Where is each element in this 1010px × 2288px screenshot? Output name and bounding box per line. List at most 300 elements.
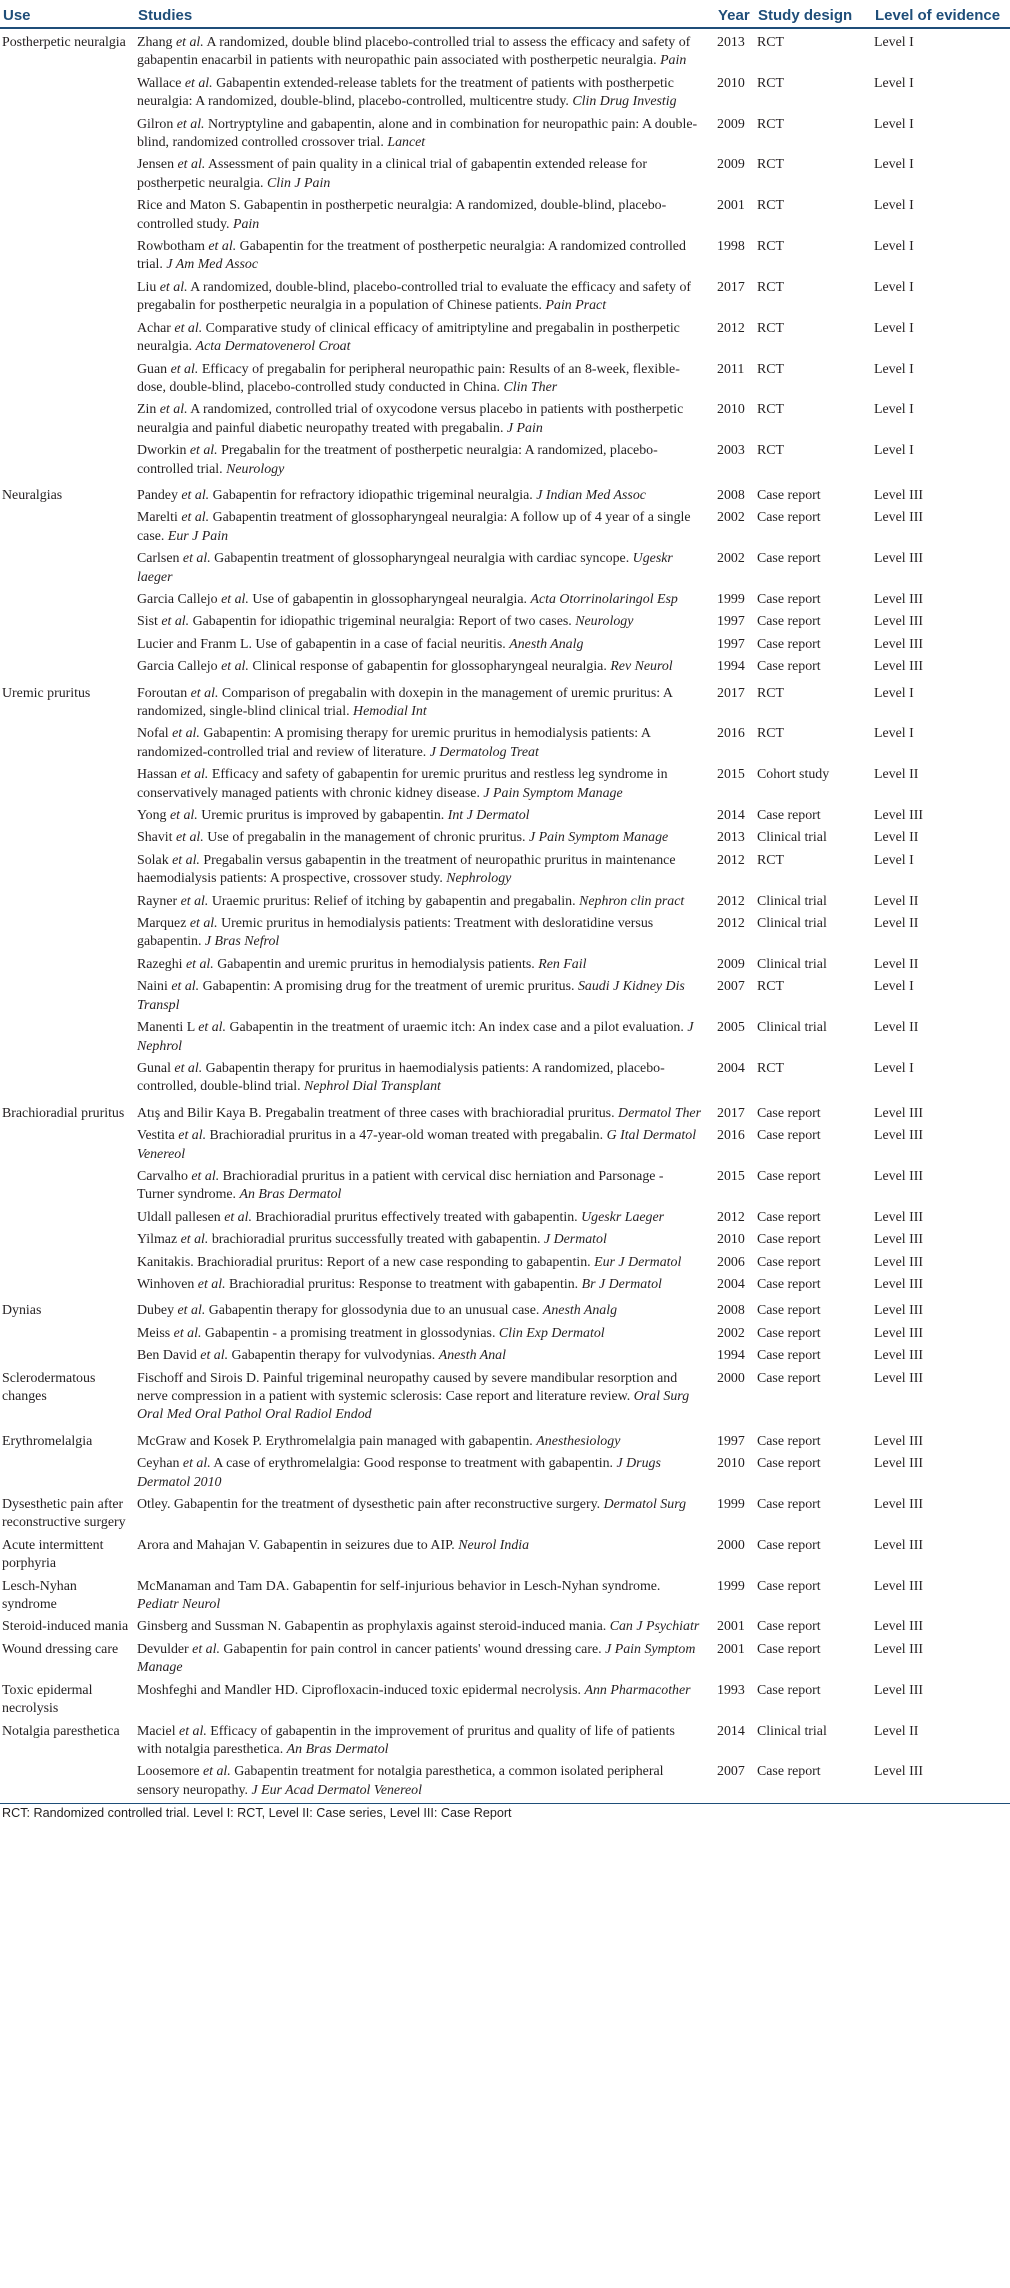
year-cell: 2010	[717, 1456, 745, 1472]
use-cell	[0, 1018, 135, 1059]
journal-name: Anesth Analg	[542, 1303, 618, 1319]
study-cell: Marquez et al. Uremic pruritus in hemodialysis patients: Treatment with desloratidine versus gabapentin. J Bras Nefrol	[137, 916, 654, 950]
table-row	[0, 28, 1010, 74]
study-design-cell: RCT	[757, 279, 785, 295]
use-cell	[0, 441, 135, 482]
journal-name: Nephron clin pract	[579, 893, 685, 909]
year-cell: 2008	[717, 1303, 745, 1319]
table-row	[0, 1126, 1010, 1167]
study-cell: Marelti et al. Gabapentin treatment of glossopharyngeal neuralgia: A follow up of 4 year of a single case. Eur J Pain	[137, 510, 691, 544]
level-of-evidence-cell: Level III	[874, 1497, 923, 1513]
journal-name: Dermatol Ther	[618, 1105, 701, 1121]
table-row	[0, 278, 1010, 319]
journal-name: Clin Ther	[503, 379, 558, 395]
table-row	[0, 549, 1010, 590]
study-cell: McGraw and Kosek P. Erythromelalgia pain managed with gabapentin. Anesthesiology	[137, 1433, 621, 1449]
table-row	[0, 1722, 1010, 1763]
year-cell: 2005	[717, 1020, 745, 1036]
level-of-evidence-cell: Level I	[874, 116, 914, 132]
table-row	[0, 1617, 1010, 1639]
journal-name: Acta Otorrinolaringol Esp	[530, 591, 678, 607]
study-design-cell: Case report	[757, 551, 821, 567]
level-of-evidence-cell: Level III	[874, 487, 923, 503]
table-row	[0, 1495, 1010, 1536]
year-cell: 2009	[717, 157, 745, 173]
study-design-cell: Case report	[757, 659, 821, 675]
use-cell	[0, 1454, 135, 1495]
study-cell: Kanitakis. Brachioradial pruritus: Report of a new case responding to gabapentin. Eur J Dermatol	[137, 1254, 682, 1270]
year-cell: 2010	[717, 75, 745, 91]
study-cell: Meiss et al. Gabapentin - a promising treatment in glossodynias. Clin Exp Dermatol	[137, 1325, 605, 1341]
journal-name: Ann Pharmacother	[584, 1682, 691, 1698]
use-cell	[0, 590, 135, 612]
study-cell: Yong et al. Uremic pruritus is improved by gabapentin. Int J Dermatol	[137, 808, 530, 824]
table-header	[0, 0, 1010, 28]
study-cell: Dworkin et al. Pregabalin for the treatment of postherpetic neuralgia: A randomized, placebo-controlled trial. Neurology	[137, 443, 658, 477]
table-row	[0, 441, 1010, 482]
study-cell: Ginsberg and Sussman N. Gabapentin as prophylaxis against steroid-induced mania. Can J Psychiatr	[137, 1619, 700, 1635]
year-cell: 2003	[717, 443, 745, 459]
level-of-evidence-cell: Level III	[874, 614, 923, 630]
level-of-evidence-cell: Level II	[874, 916, 919, 932]
journal-name: J Am Med Assoc	[166, 257, 259, 273]
use-cell	[0, 1230, 135, 1252]
year-cell: 2000	[717, 1537, 745, 1553]
year-cell: 1999	[717, 1497, 745, 1513]
study-cell: Manenti L et al. Gabapentin in the treatment of uraemic itch: An index case and a pilot evaluation. J Nephrol	[137, 1020, 694, 1054]
table-row	[0, 612, 1010, 634]
use-cell	[0, 828, 135, 850]
study-design-cell: Case report	[757, 487, 821, 503]
study-cell: Garcia Callejo et al. Clinical response of gabapentin for glossopharyngeal neuralgia. Rev Neurol	[137, 659, 673, 675]
journal-name: J Pain Symptom Manage	[528, 830, 669, 846]
journal-name: Clin Exp Dermatol	[498, 1325, 605, 1341]
study-cell: Otley. Gabapentin for the treatment of dysesthetic pain after reconstructive surgery. Dermatol Surg	[137, 1497, 687, 1513]
year-cell: 2008	[717, 487, 745, 503]
journal-name: Rev Neurol	[610, 659, 673, 675]
year-cell: 2002	[717, 1325, 745, 1341]
table-row	[0, 1100, 1010, 1126]
study-cell: Atış and Bilir Kaya B. Pregabalin treatment of three cases with brachioradial pruritus. Dermatol Ther	[137, 1105, 701, 1121]
use-cell	[0, 851, 135, 892]
study-design-cell: Clinical trial	[757, 830, 827, 846]
table-row	[0, 319, 1010, 360]
study-cell: Yilmaz et al. brachioradial pruritus successfully treated with gabapentin. J Dermatol	[137, 1232, 607, 1248]
journal-name: Clin Drug Investig	[572, 94, 677, 110]
table-row	[0, 977, 1010, 1018]
year-cell: 2001	[717, 1641, 745, 1657]
table-row	[0, 1275, 1010, 1297]
table-row	[0, 1454, 1010, 1495]
level-of-evidence-cell: Level I	[874, 726, 914, 742]
header-row	[0, 0, 1010, 28]
table-row	[0, 657, 1010, 679]
journal-name: An Bras Dermatol	[286, 1741, 389, 1757]
journal-name: J Drugs Dermatol 2010	[137, 1456, 661, 1490]
year-cell: 1994	[717, 659, 745, 675]
study-design-cell: RCT	[757, 35, 785, 50]
use-cell	[0, 1346, 135, 1368]
journal-name: Neurology	[226, 461, 285, 477]
study-design-cell: RCT	[757, 320, 785, 336]
table-row	[0, 1681, 1010, 1722]
journal-name: G Ital Dermatol Venereol	[137, 1128, 697, 1162]
level-of-evidence-cell: Level III	[874, 1433, 923, 1449]
study-cell: Naini et al. Gabapentin: A promising drug for the treatment of uremic pruritus. Saudi J Kidney Dis Transpl	[137, 979, 685, 1013]
use-cell	[0, 612, 135, 634]
level-of-evidence-cell: Level III	[874, 1456, 923, 1472]
journal-name: Anesth Anal	[438, 1348, 506, 1364]
table-row	[0, 892, 1010, 914]
study-cell: Moshfeghi and Mandler HD. Ciprofloxacin-induced toxic epidermal necrolysis. Ann Pharmacother	[137, 1682, 691, 1698]
table-row	[0, 1428, 1010, 1454]
use-cell	[0, 360, 135, 401]
table-row	[0, 115, 1010, 156]
study-design-cell: Case report	[757, 1128, 821, 1144]
journal-name: Lancet	[387, 135, 426, 151]
year-cell: 2002	[717, 551, 745, 567]
study-cell: Pandey et al. Gabapentin for refractory idiopathic trigeminal neuralgia. J Indian Med Assoc	[137, 487, 646, 503]
use-cell	[0, 155, 135, 196]
study-cell: Rice and Maton S. Gabapentin in postherpetic neuralgia: A randomized, double-blind, placebo-controlled study. Pain	[137, 198, 667, 232]
table-row	[0, 1536, 1010, 1577]
study-design-cell: Clinical trial	[757, 916, 827, 932]
level-of-evidence-cell: Level III	[874, 510, 923, 526]
use-cell: Postherpetic neuralgia	[2, 35, 126, 50]
level-of-evidence-cell: Level I	[874, 198, 914, 214]
year-cell: 2012	[717, 893, 745, 909]
journal-name: Eur J Dermatol	[594, 1254, 682, 1270]
use-cell	[0, 196, 135, 237]
use-cell: Dysesthetic pain after reconstructive surgery	[2, 1497, 126, 1531]
year-cell: 1994	[717, 1348, 745, 1364]
study-cell: Loosemore et al. Gabapentin treatment for notalgia paresthetica, a common isolated peripheral sensory neuropathy. J Eur Acad Dermatol Venereol	[137, 1764, 664, 1798]
use-cell	[0, 319, 135, 360]
table-row	[0, 1577, 1010, 1618]
journal-name: J Nephrol	[137, 1020, 694, 1054]
use-cell: Sclerodermatous changes	[2, 1370, 96, 1404]
study-design-cell: Case report	[757, 1497, 821, 1513]
level-of-evidence-cell: Level I	[874, 979, 914, 995]
use-cell: Erythromelalgia	[2, 1433, 93, 1449]
level-of-evidence-cell: Level III	[874, 1537, 923, 1553]
use-cell	[0, 1208, 135, 1230]
journal-name: Neurol India	[458, 1537, 530, 1553]
study-cell: Vestita et al. Brachioradial pruritus in a 47-year-old woman treated with pregabalin. G Ital Dermatol Venereol	[137, 1128, 697, 1162]
year-cell: 2012	[717, 916, 745, 932]
year-cell: 1993	[717, 1682, 745, 1698]
header-study-design: Study design	[755, 0, 872, 28]
level-of-evidence-cell: Level III	[874, 1348, 923, 1364]
level-of-evidence-cell: Level III	[874, 659, 923, 675]
table-row	[0, 680, 1010, 725]
study-design-cell: RCT	[757, 852, 785, 868]
journal-name: Clin J Pain	[267, 175, 331, 191]
year-cell: 2016	[717, 726, 745, 742]
journal-name: Pain Pract	[545, 298, 607, 314]
year-cell: 2000	[717, 1370, 745, 1386]
table-row	[0, 1230, 1010, 1252]
header-use: Use	[0, 0, 135, 28]
use-cell	[0, 400, 135, 441]
study-cell: Zin et al. A randomized, controlled trial of oxycodone versus placebo in patients with postherpetic neuralgia and painful diabetic neuropathy treated with pregabalin. J Pain	[137, 402, 684, 436]
study-design-cell: Case report	[757, 1682, 821, 1698]
study-design-cell: Clinical trial	[757, 956, 827, 972]
study-design-cell: Case report	[757, 614, 821, 630]
level-of-evidence-cell: Level III	[874, 1641, 923, 1657]
year-cell: 2010	[717, 402, 745, 418]
study-design-cell: RCT	[757, 75, 785, 91]
journal-name: Can J Psychiatr	[609, 1619, 700, 1635]
year-cell: 1997	[717, 1433, 745, 1449]
journal-name: Pain	[660, 53, 687, 69]
journal-name: J Pain Symptom Manage	[137, 1641, 696, 1676]
study-cell: Fischoff and Sirois D. Painful trigeminal neuropathy caused by severe mandibular resorption and nerve compression in a patient with systemic sclerosis: Case report and literature review. Oral Surg Oral Med Oral Pathol Oral Radiol Endod	[137, 1370, 690, 1423]
journal-name: An Bras Dermatol	[239, 1187, 342, 1203]
year-cell: 2012	[717, 852, 745, 868]
year-cell: 2016	[717, 1128, 745, 1144]
study-cell: Wallace et al. Gabapentin extended-release tablets for the treatment of patients with postherpetic neuralgia: A randomized, double-blind, placebo-controlled, multicentre study. Clin Drug Investig	[137, 75, 677, 110]
use-cell: Dynias	[2, 1303, 42, 1319]
study-cell: Achar et al. Comparative study of clinical efficacy of amitriptyline and pregabalin in postherpetic neuralgia. Acta Dermatovenerol Croat	[137, 320, 680, 355]
journal-name: J Bras Nefrol	[204, 934, 280, 950]
study-design-cell: Case report	[757, 1348, 821, 1364]
study-design-cell: RCT	[757, 116, 785, 132]
year-cell: 2004	[717, 1060, 745, 1076]
study-cell: Jensen et al. Assessment of pain quality in a clinical trial of gabapentin extended release for postherpetic neuralgia. Clin J Pain	[137, 157, 647, 191]
use-cell	[0, 1762, 135, 1803]
table-row	[0, 851, 1010, 892]
study-design-cell: Case report	[757, 1232, 821, 1248]
table-row	[0, 74, 1010, 115]
journal-name: Neurology	[575, 614, 634, 630]
use-cell: Steroid-induced mania	[2, 1619, 129, 1635]
study-cell: Solak et al. Pregabalin versus gabapentin in the treatment of neuropathic pruritus in maintenance haemodialysis patients: A prospective, crossover study. Nephrology	[137, 852, 676, 887]
level-of-evidence-cell: Level III	[874, 1619, 923, 1635]
study-cell: McManaman and Tam DA. Gabapentin for self-injurious behavior in Lesch-Nyhan syndrome. Pediatr Neurol	[137, 1578, 661, 1613]
study-cell: Sist et al. Gabapentin for idiopathic trigeminal neuralgia: Report of two cases. Neurology	[137, 614, 634, 630]
study-design-cell: Case report	[757, 1619, 821, 1635]
level-of-evidence-cell: Level III	[874, 1232, 923, 1248]
study-design-cell: RCT	[757, 402, 785, 418]
journal-name: Acta Dermatovenerol Croat	[195, 339, 351, 355]
table-body	[0, 28, 1010, 1803]
table-row	[0, 1018, 1010, 1059]
level-of-evidence-cell: Level I	[874, 320, 914, 336]
study-cell: Lucier and Franm L. Use of gabapentin in a case of facial neuritis. Anesth Analg	[137, 636, 584, 652]
level-of-evidence-cell: Level I	[874, 361, 914, 377]
use-cell	[0, 806, 135, 828]
level-of-evidence-cell: Level III	[874, 1128, 923, 1144]
table-row	[0, 1762, 1010, 1803]
table-row	[0, 765, 1010, 806]
level-of-evidence-cell: Level III	[874, 1105, 923, 1121]
header-year: Year	[715, 0, 755, 28]
year-cell: 2017	[717, 279, 745, 295]
study-design-cell: Clinical trial	[757, 893, 827, 909]
study-design-cell: Case report	[757, 1456, 821, 1472]
use-cell	[0, 977, 135, 1018]
use-cell	[0, 74, 135, 115]
table-footnote: RCT: Randomized controlled trial. Level I: RCT, Level II: Case series, Level III: Case Report	[0, 1803, 1010, 1820]
table-row	[0, 806, 1010, 828]
level-of-evidence-cell: Level III	[874, 1276, 923, 1292]
study-design-cell: Case report	[757, 1370, 821, 1386]
use-cell: Toxic epidermal necrolysis	[2, 1682, 93, 1717]
study-cell: Winhoven et al. Brachioradial pruritus: Response to treatment with gabapentin. Br J Dermatol	[137, 1276, 662, 1292]
study-design-cell: Case report	[757, 1578, 821, 1594]
journal-name: Ugeskr laeger	[137, 551, 673, 585]
use-cell: Neuralgias	[2, 487, 63, 503]
journal-name: Ugeskr Laeger	[581, 1209, 665, 1225]
study-design-cell: Clinical trial	[757, 1723, 827, 1739]
study-design-cell: RCT	[757, 443, 785, 459]
journal-name: Nephrol Dial Transplant	[304, 1079, 441, 1095]
study-design-cell: RCT	[757, 198, 785, 214]
study-cell: Ceyhan et al. A case of erythromelalgia: Good response to treatment with gabapentin. J Drugs Dermatol 2010	[137, 1456, 661, 1490]
use-cell	[0, 635, 135, 657]
use-cell	[0, 1324, 135, 1346]
journal-name: J Dermatolog Treat	[429, 744, 539, 760]
journal-name: Nephrology	[446, 871, 512, 887]
use-cell	[0, 765, 135, 806]
study-design-cell: RCT	[757, 685, 785, 701]
header-studies: Studies	[135, 0, 715, 28]
study-design-cell: Case report	[757, 510, 821, 526]
year-cell: 1998	[717, 239, 745, 255]
year-cell: 2017	[717, 1105, 745, 1121]
journal-name: Pediatr Neurol	[137, 1597, 221, 1613]
table-row	[0, 590, 1010, 612]
journal-name: Pain	[232, 216, 260, 232]
table-row	[0, 914, 1010, 955]
study-design-cell: Case report	[757, 1209, 821, 1225]
study-cell: Garcia Callejo et al. Use of gabapentin in glossopharyngeal neuralgia. Acta Otorrinolaringol Esp	[137, 591, 678, 607]
header-level-of-evidence: Level of evidence	[872, 0, 1010, 28]
table-row	[0, 482, 1010, 508]
year-cell: 2012	[717, 1209, 745, 1225]
use-cell	[0, 724, 135, 765]
level-of-evidence-cell: Level III	[874, 1578, 923, 1594]
study-design-cell: Case report	[757, 1105, 821, 1121]
level-of-evidence-cell: Level I	[874, 1060, 914, 1076]
study-design-cell: RCT	[757, 239, 785, 255]
journal-name: Anesthesiology	[536, 1433, 621, 1449]
study-design-cell: Case report	[757, 636, 821, 652]
use-cell	[0, 892, 135, 914]
level-of-evidence-cell: Level III	[874, 591, 923, 607]
year-cell: 2013	[717, 35, 745, 50]
study-cell: Ben David et al. Gabapentin therapy for vulvodynias. Anesth Anal	[137, 1348, 506, 1364]
study-cell: Guan et al. Efficacy of pregabalin for peripheral neuropathic pain: Results of an 8-week, flexible-dose, double-blind, placebo-controlled study conducted in China. Clin Ther	[137, 361, 680, 395]
study-cell: Nofal et al. Gabapentin: A promising therapy for uremic pruritus in hemodialysis patients: A randomized-controlled trial and review of literature. J Dermatolog Treat	[137, 726, 651, 760]
study-design-cell: Case report	[757, 1168, 821, 1184]
study-cell: Uldall pallesen et al. Brachioradial pruritus effectively treated with gabapentin. Ugeskr Laeger	[137, 1209, 665, 1225]
study-design-cell: Cohort study	[757, 767, 830, 783]
table-row	[0, 508, 1010, 549]
table-row	[0, 400, 1010, 441]
study-cell: Shavit et al. Use of pregabalin in the management of chronic pruritus. J Pain Symptom Manage	[137, 830, 669, 846]
level-of-evidence-cell: Level I	[874, 685, 914, 701]
year-cell: 1997	[717, 614, 745, 630]
study-design-cell: Case report	[757, 1303, 821, 1319]
journal-name: J Indian Med Assoc	[536, 487, 646, 503]
year-cell: 2013	[717, 830, 745, 846]
study-cell: Maciel et al. Efficacy of gabapentin in the improvement of pruritus and quality of life of patients with notalgia paresthetica. An Bras Dermatol	[137, 1723, 675, 1757]
table-row	[0, 828, 1010, 850]
level-of-evidence-cell: Level II	[874, 1723, 919, 1739]
year-cell: 1999	[717, 591, 745, 607]
study-design-cell: RCT	[757, 1060, 785, 1076]
table-row	[0, 1208, 1010, 1230]
use-cell	[0, 1167, 135, 1208]
level-of-evidence-cell: Level III	[874, 1303, 923, 1319]
year-cell: 1997	[717, 636, 745, 652]
study-design-cell: Case report	[757, 1325, 821, 1341]
use-cell	[0, 1253, 135, 1275]
table-row	[0, 155, 1010, 196]
journal-name: Dermatol Surg	[603, 1497, 687, 1513]
study-cell: Gilron et al. Nortryptyline and gabapentin, alone and in combination for neuropathic pain: A double-blind, randomized controlled crossover trial. Lancet	[137, 116, 698, 151]
use-cell	[0, 278, 135, 319]
level-of-evidence-cell: Level II	[874, 830, 919, 846]
level-of-evidence-cell: Level III	[874, 1764, 923, 1780]
use-cell	[0, 549, 135, 590]
study-cell: Zhang et al. A randomized, double blind placebo-controlled trial to assess the efficacy and safety of gabapentin enacarbil in patients with neuropathic pain associated with postherpetic neuralgia. Pain	[137, 35, 691, 69]
study-design-cell: RCT	[757, 361, 785, 377]
level-of-evidence-cell: Level III	[874, 1209, 923, 1225]
year-cell: 2002	[717, 510, 745, 526]
table-row	[0, 196, 1010, 237]
study-design-cell: Case report	[757, 1433, 821, 1449]
year-cell: 2004	[717, 1276, 745, 1292]
study-cell: Rayner et al. Uraemic pruritus: Relief of itching by gabapentin and pregabalin. Nephron clin pract	[137, 893, 685, 909]
use-cell: Uremic pruritus	[2, 685, 91, 701]
level-of-evidence-cell: Level I	[874, 35, 914, 50]
study-cell: Liu et al. A randomized, double-blind, placebo-controlled trial to evaluate the efficacy and safety of pregabalin for postherpetic neuralgia in a population of Chinese patients. Pain Pract	[137, 279, 692, 314]
journal-name: Int J Dermatol	[447, 808, 530, 824]
study-cell: Devulder et al. Gabapentin for pain control in cancer patients' wound dressing care. J Pain Symptom Manage	[137, 1641, 696, 1676]
journal-name: J Pain	[506, 420, 543, 436]
study-design-cell: Case report	[757, 1764, 821, 1780]
journal-name: Anesth Analg	[509, 636, 584, 652]
level-of-evidence-cell: Level I	[874, 75, 914, 91]
level-of-evidence-cell: Level II	[874, 767, 919, 783]
study-cell: Rowbotham et al. Gabapentin for the treatment of postherpetic neuralgia: A randomized controlled trial. J Am Med Assoc	[137, 239, 686, 273]
level-of-evidence-cell: Level III	[874, 1168, 923, 1184]
journal-name: Eur J Pain	[167, 528, 229, 544]
year-cell: 2011	[717, 361, 745, 377]
year-cell: 2001	[717, 198, 745, 214]
use-cell: Wound dressing care	[2, 1641, 119, 1657]
year-cell: 2012	[717, 320, 745, 336]
table-row	[0, 1167, 1010, 1208]
study-design-cell: Case report	[757, 1276, 821, 1292]
level-of-evidence-cell: Level III	[874, 1325, 923, 1341]
level-of-evidence-cell: Level III	[874, 1682, 923, 1698]
journal-name: Ren Fail	[538, 956, 587, 972]
table-row	[0, 1324, 1010, 1346]
level-of-evidence-cell: Level II	[874, 1020, 919, 1036]
study-cell: Carvalho et al. Brachioradial pruritus in a patient with cervical disc herniation and Parsonage - Turner syndrome. An Bras Dermatol	[137, 1168, 664, 1203]
use-cell	[0, 1126, 135, 1167]
journal-name: Hemodial Int	[353, 704, 427, 719]
study-cell: Arora and Mahajan V. Gabapentin in seizures due to AIP. Neurol India	[137, 1537, 530, 1553]
level-of-evidence-cell: Level III	[874, 1370, 923, 1386]
level-of-evidence-cell: Level I	[874, 852, 914, 868]
table-row	[0, 1297, 1010, 1323]
level-of-evidence-cell: Level I	[874, 279, 914, 295]
